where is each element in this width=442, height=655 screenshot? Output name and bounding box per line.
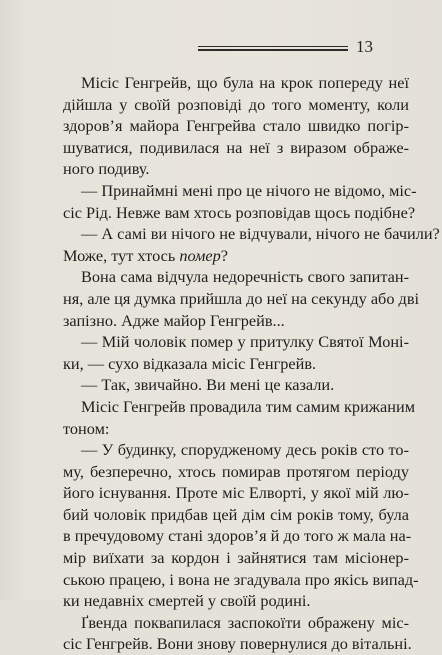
text-line-content: Місіс Генгрейв провадила тим самим крижаним <box>81 396 415 416</box>
text-line-content: здоров’я майора Генгрейва стало швидко погір- <box>63 116 409 136</box>
text-line <box>63 374 409 396</box>
text-line <box>63 439 409 461</box>
text-line <box>63 461 409 483</box>
text-line <box>63 633 412 655</box>
text-line <box>63 396 415 418</box>
text-line-content: — А самі ви нічого не відчували, нічого не бачили? <box>81 224 440 244</box>
text-line-content: — У будинку, спорудженому десь років сто то- <box>81 440 409 460</box>
text-line <box>63 245 409 267</box>
text-line <box>63 418 409 440</box>
text-line <box>63 202 416 224</box>
text-line-content: шуватися, подивилася на неї з виразом ображе- <box>63 137 409 157</box>
text-line <box>63 94 409 116</box>
text-line <box>63 525 412 547</box>
text-line <box>63 569 419 591</box>
text-line <box>63 612 409 634</box>
page-number: 13 <box>356 37 373 56</box>
text-line-content: ня, але ця думка прийшла до неї на секунду або дві <box>63 288 420 308</box>
header-rule <box>198 46 348 52</box>
text-line-tail: ? <box>220 245 228 265</box>
text-line-emphasis: помер <box>179 245 221 265</box>
header-rule-thin <box>198 46 348 47</box>
text-line-content: Вона сама відчула недоречність свого запитан- <box>81 267 409 287</box>
text-line <box>63 72 409 94</box>
text-line <box>63 353 409 375</box>
text-line-content: Ґвенда поквапилася заспокоїти ображену міс- <box>81 612 409 632</box>
text-line-content: в пречудовому стані здоров’я й до того ж мала на- <box>63 526 412 546</box>
text-line-content: сіс Генгрейв. Вони знову повернулися до вітальні. <box>63 634 412 654</box>
text-line-content: дійшла у своїй розповіді до того моменту, коли <box>63 94 409 114</box>
text-line-content: ного подиву. <box>63 159 150 179</box>
text-line <box>63 504 409 526</box>
header-rule-thick <box>198 49 348 51</box>
text-line <box>63 547 409 569</box>
text-line-content: ки недавніх смертей у своїй родині. <box>63 591 311 611</box>
text-line-content: — Мій чоловік помер у притулку Святої Моні- <box>81 332 409 352</box>
text-line <box>63 310 409 332</box>
text-line <box>63 590 409 612</box>
text-line <box>63 331 409 353</box>
text-line-content: ки, — сухо відказала місіс Генгрейв. <box>63 353 317 373</box>
text-line <box>63 115 409 137</box>
text-line <box>63 137 409 159</box>
text-line-content: сіс Рід. Невже вам хтось розповідав щось подібне? <box>63 202 416 222</box>
text-line <box>63 223 440 245</box>
text-line-content: Місіс Генгрейв, що була на крок попереду неї <box>81 73 409 92</box>
text-line <box>63 482 409 504</box>
text-line-content: — Принаймні мені про це нічого не відомо, міс- <box>81 180 417 200</box>
text-line-content: Може, тут хтось <box>63 245 180 265</box>
text-line-content: бий чоловік придбав цей дім сім років тому, була <box>63 504 409 524</box>
text-line-content: мір виїхати за кордон і зайнятися там місіонер- <box>63 548 409 568</box>
text-line-content: його існування. Проте міс Елворті, у якої мій лю- <box>63 483 409 503</box>
text-line-content: му, безперечно, хтось помирав протягом періоду <box>63 461 409 481</box>
body-text <box>63 72 440 655</box>
text-line-content: ською працею, і вона не згадувала про якісь випад- <box>63 569 419 589</box>
text-line <box>63 266 409 288</box>
text-line-content: — Так, звичайно. Ви мені це казали. <box>81 375 335 395</box>
text-line <box>63 158 409 180</box>
text-line-content: запізно. Адже майор Генгрейв... <box>63 310 285 330</box>
text-line <box>63 288 420 310</box>
text-line-content: тоном: <box>63 418 110 438</box>
text-line <box>63 180 417 202</box>
